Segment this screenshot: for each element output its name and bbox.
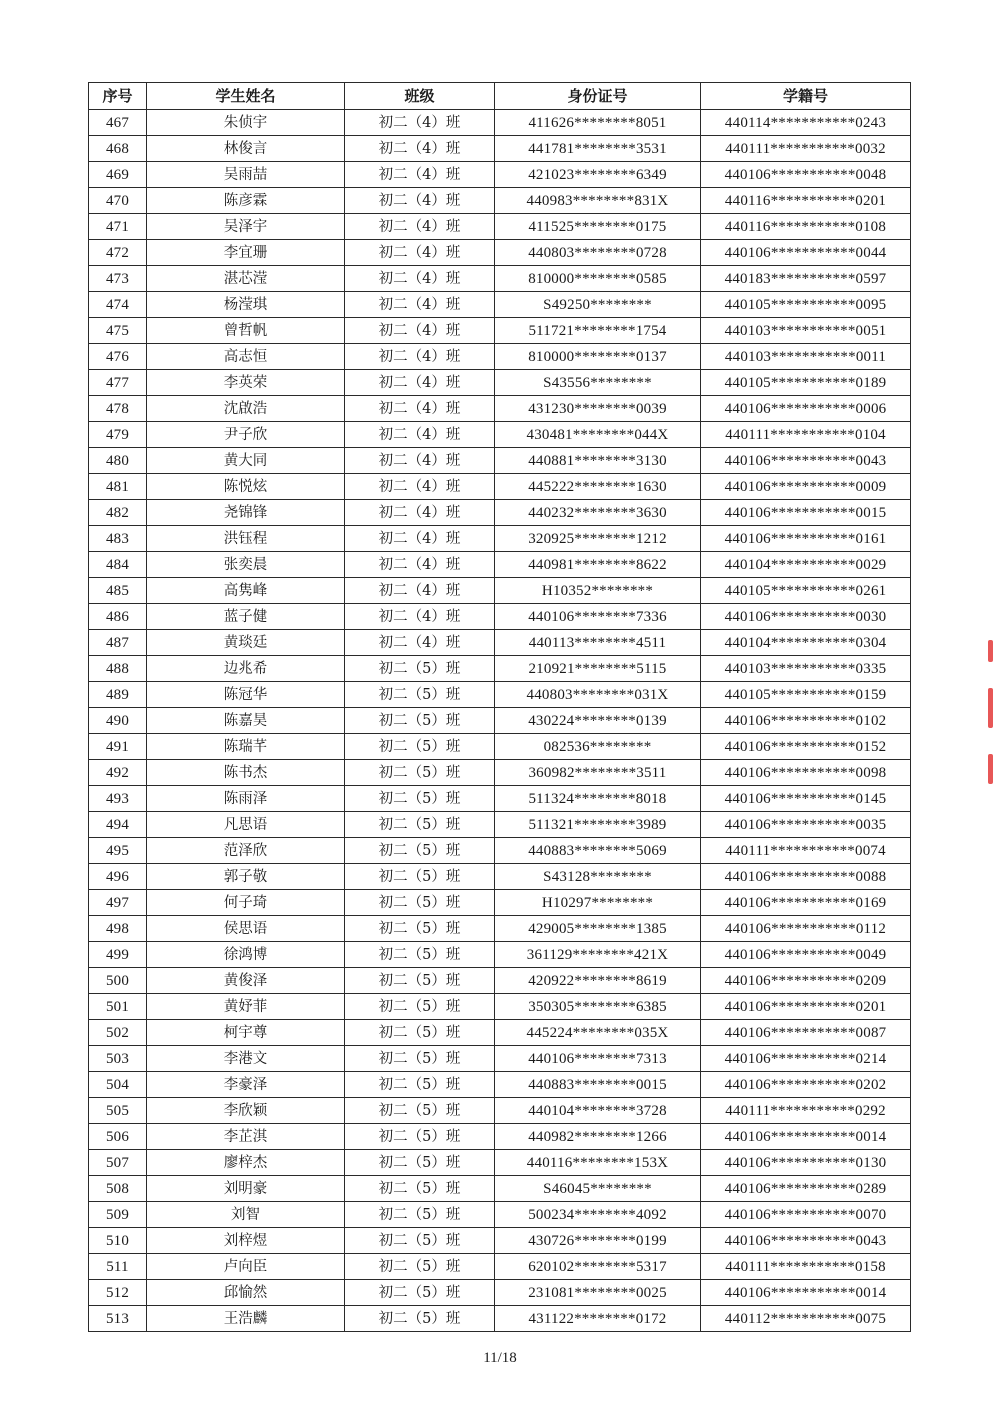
cell-seq: 480	[89, 448, 147, 474]
table-row	[89, 266, 911, 292]
cell-student-id: 440106***********0209	[701, 968, 911, 994]
cell-seq: 473	[89, 266, 147, 292]
table-row	[89, 214, 911, 240]
cell-seq: 502	[89, 1020, 147, 1046]
cell-seq: 483	[89, 526, 147, 552]
cell-class: 初二（4）班	[345, 630, 495, 656]
cell-student-id: 440103***********0051	[701, 318, 911, 344]
cell-id-number: 440883********0015	[495, 1072, 701, 1098]
cell-student-name: 张奕晨	[147, 552, 345, 578]
table-row	[89, 838, 911, 864]
cell-student-name: 尧锦锋	[147, 500, 345, 526]
table-row	[89, 734, 911, 760]
cell-student-id: 440106***********0112	[701, 916, 911, 942]
header-name: 学生姓名	[147, 83, 345, 110]
cell-class: 初二（5）班	[345, 968, 495, 994]
cell-id-number: 511321********3989	[495, 812, 701, 838]
cell-student-name: 边兆希	[147, 656, 345, 682]
cell-student-id: 440106***********0014	[701, 1124, 911, 1150]
cell-id-number: 440106********7313	[495, 1046, 701, 1072]
cell-seq: 512	[89, 1280, 147, 1306]
cell-student-id: 440111***********0292	[701, 1098, 911, 1124]
cell-seq: 489	[89, 682, 147, 708]
cell-student-name: 黄妤菲	[147, 994, 345, 1020]
cell-student-id: 440183***********0597	[701, 266, 911, 292]
cell-class: 初二（4）班	[345, 214, 495, 240]
cell-seq: 471	[89, 214, 147, 240]
cell-seq: 468	[89, 136, 147, 162]
cell-student-name: 侯思语	[147, 916, 345, 942]
cell-student-name: 陈瑞芊	[147, 734, 345, 760]
cell-seq: 482	[89, 500, 147, 526]
table-row	[89, 1176, 911, 1202]
cell-student-name: 李芷淇	[147, 1124, 345, 1150]
cell-student-id: 440112***********0075	[701, 1306, 911, 1332]
cell-student-name: 杨滢琪	[147, 292, 345, 318]
cell-seq: 503	[89, 1046, 147, 1072]
cell-seq: 500	[89, 968, 147, 994]
cell-student-name: 卢向臣	[147, 1254, 345, 1280]
cell-student-id: 440106***********0201	[701, 994, 911, 1020]
table-row	[89, 1228, 911, 1254]
cell-student-name: 黄琰廷	[147, 630, 345, 656]
cell-id-number: 810000********0137	[495, 344, 701, 370]
cell-id-number: 361129********421X	[495, 942, 701, 968]
table-row	[89, 682, 911, 708]
cell-class: 初二（4）班	[345, 526, 495, 552]
cell-id-number: 511721********1754	[495, 318, 701, 344]
cell-student-id: 440106***********0035	[701, 812, 911, 838]
cell-seq: 510	[89, 1228, 147, 1254]
cell-id-number: S43556********	[495, 370, 701, 396]
table-row	[89, 370, 911, 396]
cell-seq: 492	[89, 760, 147, 786]
cell-seq: 494	[89, 812, 147, 838]
cell-seq: 498	[89, 916, 147, 942]
cell-class: 初二（4）班	[345, 448, 495, 474]
cell-student-id: 440111***********0158	[701, 1254, 911, 1280]
table-row	[89, 1072, 911, 1098]
cell-seq: 511	[89, 1254, 147, 1280]
cell-seq: 504	[89, 1072, 147, 1098]
cell-class: 初二（4）班	[345, 604, 495, 630]
cell-id-number: H10297********	[495, 890, 701, 916]
cell-student-id: 440106***********0145	[701, 786, 911, 812]
table-row	[89, 1124, 911, 1150]
cell-seq: 484	[89, 552, 147, 578]
cell-class: 初二（4）班	[345, 552, 495, 578]
cell-student-id: 440105***********0095	[701, 292, 911, 318]
cell-id-number: 511324********8018	[495, 786, 701, 812]
cell-id-number: 430481********044X	[495, 422, 701, 448]
table-row	[89, 552, 911, 578]
cell-class: 初二（5）班	[345, 708, 495, 734]
cell-class: 初二（4）班	[345, 422, 495, 448]
cell-student-id: 440106***********0044	[701, 240, 911, 266]
cell-student-name: 陈彦霖	[147, 188, 345, 214]
cell-student-name: 湛芯滢	[147, 266, 345, 292]
cell-id-number: 440803********0728	[495, 240, 701, 266]
cell-class: 初二（5）班	[345, 1020, 495, 1046]
cell-id-number: 420922********8619	[495, 968, 701, 994]
cell-student-name: 范泽欣	[147, 838, 345, 864]
cell-student-name: 曾哲帆	[147, 318, 345, 344]
table-row	[89, 162, 911, 188]
cell-class: 初二（4）班	[345, 344, 495, 370]
cell-student-name: 黄俊泽	[147, 968, 345, 994]
cell-seq: 479	[89, 422, 147, 448]
cell-seq: 485	[89, 578, 147, 604]
cell-seq: 507	[89, 1150, 147, 1176]
cell-class: 初二（4）班	[345, 370, 495, 396]
cell-class: 初二（5）班	[345, 1072, 495, 1098]
table-row	[89, 604, 911, 630]
cell-id-number: 431230********0039	[495, 396, 701, 422]
table-body	[89, 110, 911, 1332]
table-row	[89, 318, 911, 344]
cell-id-number: 231081********0025	[495, 1280, 701, 1306]
table-row	[89, 968, 911, 994]
cell-student-id: 440116***********0201	[701, 188, 911, 214]
cell-id-number: S43128********	[495, 864, 701, 890]
cell-id-number: 421023********6349	[495, 162, 701, 188]
cell-student-name: 吴雨喆	[147, 162, 345, 188]
cell-student-id: 440106***********0030	[701, 604, 911, 630]
cell-seq: 499	[89, 942, 147, 968]
cell-student-id: 440106***********0043	[701, 1228, 911, 1254]
cell-id-number: 440232********3630	[495, 500, 701, 526]
cell-seq: 477	[89, 370, 147, 396]
cell-student-id: 440105***********0189	[701, 370, 911, 396]
cell-student-name: 王浩麟	[147, 1306, 345, 1332]
cell-class: 初二（4）班	[345, 578, 495, 604]
cell-seq: 497	[89, 890, 147, 916]
cell-student-id: 440106***********0161	[701, 526, 911, 552]
cell-student-id: 440114***********0243	[701, 110, 911, 136]
table-row	[89, 1306, 911, 1332]
cell-class: 初二（5）班	[345, 890, 495, 916]
cell-seq: 501	[89, 994, 147, 1020]
student-roster-table	[88, 82, 911, 1332]
cell-student-name: 朱侦宇	[147, 110, 345, 136]
cell-student-id: 440103***********0335	[701, 656, 911, 682]
cell-student-name: 李港文	[147, 1046, 345, 1072]
cell-student-id: 440111***********0074	[701, 838, 911, 864]
cell-student-id: 440111***********0104	[701, 422, 911, 448]
cell-seq: 469	[89, 162, 147, 188]
cell-student-id: 440106***********0088	[701, 864, 911, 890]
cell-student-id: 440106***********0070	[701, 1202, 911, 1228]
cell-student-name: 陈冠华	[147, 682, 345, 708]
cell-seq: 493	[89, 786, 147, 812]
cell-seq: 490	[89, 708, 147, 734]
cell-student-name: 沈啟浩	[147, 396, 345, 422]
table-row	[89, 110, 911, 136]
cell-class: 初二（5）班	[345, 1124, 495, 1150]
cell-class: 初二（5）班	[345, 1176, 495, 1202]
cell-id-number: 440803********031X	[495, 682, 701, 708]
cell-class: 初二（4）班	[345, 188, 495, 214]
cell-class: 初二（5）班	[345, 838, 495, 864]
cell-id-number: 440116********153X	[495, 1150, 701, 1176]
header-student-id: 学籍号	[701, 83, 911, 110]
cell-class: 初二（5）班	[345, 682, 495, 708]
table-row	[89, 630, 911, 656]
cell-id-number: 431122********0172	[495, 1306, 701, 1332]
cell-student-name: 刘明豪	[147, 1176, 345, 1202]
table-row	[89, 1046, 911, 1072]
table-row	[89, 760, 911, 786]
page-number: 11/18	[483, 1350, 517, 1366]
cell-student-name: 洪钰程	[147, 526, 345, 552]
cell-seq: 487	[89, 630, 147, 656]
cell-class: 初二（5）班	[345, 1046, 495, 1072]
table-row	[89, 916, 911, 942]
cell-student-id: 440106***********0049	[701, 942, 911, 968]
cell-student-id: 440106***********0214	[701, 1046, 911, 1072]
cell-student-name: 刘智	[147, 1202, 345, 1228]
cell-id-number: 445224********035X	[495, 1020, 701, 1046]
cell-student-id: 440106***********0130	[701, 1150, 911, 1176]
table-row	[89, 396, 911, 422]
header-id-number: 身份证号	[495, 83, 701, 110]
cell-student-id: 440106***********0169	[701, 890, 911, 916]
cell-class: 初二（5）班	[345, 1280, 495, 1306]
cell-student-id: 440106***********0014	[701, 1280, 911, 1306]
table-row	[89, 344, 911, 370]
cell-seq: 513	[89, 1306, 147, 1332]
cell-class: 初二（4）班	[345, 318, 495, 344]
cell-id-number: 810000********0585	[495, 266, 701, 292]
table-row	[89, 240, 911, 266]
cell-id-number: 430726********0199	[495, 1228, 701, 1254]
cell-student-name: 陈嘉昊	[147, 708, 345, 734]
cell-student-name: 李欣颖	[147, 1098, 345, 1124]
cell-student-id: 440106***********0098	[701, 760, 911, 786]
cell-student-name: 廖梓杰	[147, 1150, 345, 1176]
cell-id-number: 440113********4511	[495, 630, 701, 656]
cell-class: 初二（4）班	[345, 136, 495, 162]
cell-id-number: 441781********3531	[495, 136, 701, 162]
cell-class: 初二（5）班	[345, 760, 495, 786]
cell-class: 初二（5）班	[345, 1150, 495, 1176]
cell-student-name: 凡思语	[147, 812, 345, 838]
cell-student-id: 440105***********0261	[701, 578, 911, 604]
cell-student-name: 黄大同	[147, 448, 345, 474]
table-row	[89, 136, 911, 162]
cell-id-number: 440106********7336	[495, 604, 701, 630]
cell-id-number: 360982********3511	[495, 760, 701, 786]
table-row	[89, 1098, 911, 1124]
cell-student-name: 邱愉然	[147, 1280, 345, 1306]
table-row	[89, 1202, 911, 1228]
table-row	[89, 890, 911, 916]
cell-seq: 505	[89, 1098, 147, 1124]
cell-id-number: 411525********0175	[495, 214, 701, 240]
cell-seq: 472	[89, 240, 147, 266]
cell-seq: 476	[89, 344, 147, 370]
cell-class: 初二（5）班	[345, 1202, 495, 1228]
cell-seq: 474	[89, 292, 147, 318]
cell-student-name: 徐鸿博	[147, 942, 345, 968]
table-row	[89, 578, 911, 604]
cell-seq: 475	[89, 318, 147, 344]
cell-student-name: 李豪泽	[147, 1072, 345, 1098]
cell-id-number: H10352********	[495, 578, 701, 604]
table-row	[89, 1254, 911, 1280]
cell-id-number: 620102********5317	[495, 1254, 701, 1280]
cell-class: 初二（4）班	[345, 240, 495, 266]
cell-id-number: 430224********0139	[495, 708, 701, 734]
cell-student-id: 440106***********0006	[701, 396, 911, 422]
cell-student-name: 李英荣	[147, 370, 345, 396]
cell-id-number: 440104********3728	[495, 1098, 701, 1124]
header-class: 班级	[345, 83, 495, 110]
cell-student-id: 440104***********0029	[701, 552, 911, 578]
cell-student-id: 440106***********0009	[701, 474, 911, 500]
cell-seq: 478	[89, 396, 147, 422]
header-seq: 序号	[89, 83, 147, 110]
cell-student-name: 何子琦	[147, 890, 345, 916]
cell-student-id: 440106***********0152	[701, 734, 911, 760]
cell-student-id: 440106***********0043	[701, 448, 911, 474]
cell-class: 初二（5）班	[345, 864, 495, 890]
cell-id-number: 440883********5069	[495, 838, 701, 864]
cell-seq: 495	[89, 838, 147, 864]
cell-seq: 488	[89, 656, 147, 682]
cell-seq: 508	[89, 1176, 147, 1202]
cell-id-number: 350305********6385	[495, 994, 701, 1020]
cell-id-number: 440981********8622	[495, 552, 701, 578]
cell-student-id: 440103***********0011	[701, 344, 911, 370]
cell-student-name: 柯宇尊	[147, 1020, 345, 1046]
cell-student-name: 陈悦炫	[147, 474, 345, 500]
table-row	[89, 1020, 911, 1046]
cell-student-id: 440106***********0015	[701, 500, 911, 526]
table-row	[89, 812, 911, 838]
cell-class: 初二（5）班	[345, 942, 495, 968]
cell-id-number: 210921********5115	[495, 656, 701, 682]
cell-id-number: 411626********8051	[495, 110, 701, 136]
cell-seq: 467	[89, 110, 147, 136]
cell-seq: 486	[89, 604, 147, 630]
table-row	[89, 526, 911, 552]
cell-class: 初二（4）班	[345, 500, 495, 526]
cell-seq: 491	[89, 734, 147, 760]
cell-student-id: 440106***********0048	[701, 162, 911, 188]
cell-student-id: 440105***********0159	[701, 682, 911, 708]
cell-id-number: 082536********	[495, 734, 701, 760]
table-row	[89, 500, 911, 526]
cell-class: 初二（5）班	[345, 734, 495, 760]
table-row	[89, 994, 911, 1020]
cell-student-id: 440106***********0087	[701, 1020, 911, 1046]
cell-student-name: 郭子敬	[147, 864, 345, 890]
cell-seq: 509	[89, 1202, 147, 1228]
cell-class: 初二（5）班	[345, 786, 495, 812]
table-row	[89, 292, 911, 318]
cell-class: 初二（5）班	[345, 812, 495, 838]
table-row	[89, 1280, 911, 1306]
cell-id-number: 445222********1630	[495, 474, 701, 500]
table-row	[89, 474, 911, 500]
cell-id-number: 320925********1212	[495, 526, 701, 552]
table-row	[89, 864, 911, 890]
cell-student-id: 440104***********0304	[701, 630, 911, 656]
table-row	[89, 188, 911, 214]
cell-student-name: 高隽峰	[147, 578, 345, 604]
cell-class: 初二（4）班	[345, 266, 495, 292]
cell-student-id: 440111***********0032	[701, 136, 911, 162]
cell-student-id: 440106***********0102	[701, 708, 911, 734]
cell-class: 初二（5）班	[345, 1306, 495, 1332]
cell-seq: 496	[89, 864, 147, 890]
cell-class: 初二（4）班	[345, 396, 495, 422]
cell-id-number: 440982********1266	[495, 1124, 701, 1150]
table-row	[89, 422, 911, 448]
cell-student-name: 陈书杰	[147, 760, 345, 786]
table-row	[89, 708, 911, 734]
cell-class: 初二（4）班	[345, 110, 495, 136]
stamp-fragment	[988, 640, 996, 810]
table-row	[89, 942, 911, 968]
cell-seq: 481	[89, 474, 147, 500]
table-row	[89, 1150, 911, 1176]
cell-class: 初二（5）班	[345, 916, 495, 942]
cell-student-id: 440106***********0202	[701, 1072, 911, 1098]
cell-class: 初二（5）班	[345, 1228, 495, 1254]
cell-student-name: 蓝子健	[147, 604, 345, 630]
cell-class: 初二（5）班	[345, 656, 495, 682]
cell-seq: 470	[89, 188, 147, 214]
cell-seq: 506	[89, 1124, 147, 1150]
cell-class: 初二（5）班	[345, 994, 495, 1020]
table-header-row	[89, 83, 911, 110]
cell-student-name: 吴泽宇	[147, 214, 345, 240]
table-row	[89, 448, 911, 474]
cell-class: 初二（5）班	[345, 1254, 495, 1280]
cell-student-id: 440106***********0289	[701, 1176, 911, 1202]
cell-class: 初二（4）班	[345, 292, 495, 318]
cell-student-name: 刘梓煜	[147, 1228, 345, 1254]
cell-student-name: 尹子欣	[147, 422, 345, 448]
cell-student-id: 440116***********0108	[701, 214, 911, 240]
cell-student-name: 高志恒	[147, 344, 345, 370]
cell-id-number: 429005********1385	[495, 916, 701, 942]
table-row	[89, 786, 911, 812]
cell-student-name: 李宜珊	[147, 240, 345, 266]
cell-id-number: S46045********	[495, 1176, 701, 1202]
cell-id-number: 440983********831X	[495, 188, 701, 214]
cell-id-number: 440881********3130	[495, 448, 701, 474]
cell-class: 初二（4）班	[345, 474, 495, 500]
cell-class: 初二（4）班	[345, 162, 495, 188]
cell-id-number: S49250********	[495, 292, 701, 318]
table-row	[89, 656, 911, 682]
cell-student-name: 陈雨泽	[147, 786, 345, 812]
cell-student-name: 林俊言	[147, 136, 345, 162]
cell-class: 初二（5）班	[345, 1098, 495, 1124]
cell-id-number: 500234********4092	[495, 1202, 701, 1228]
